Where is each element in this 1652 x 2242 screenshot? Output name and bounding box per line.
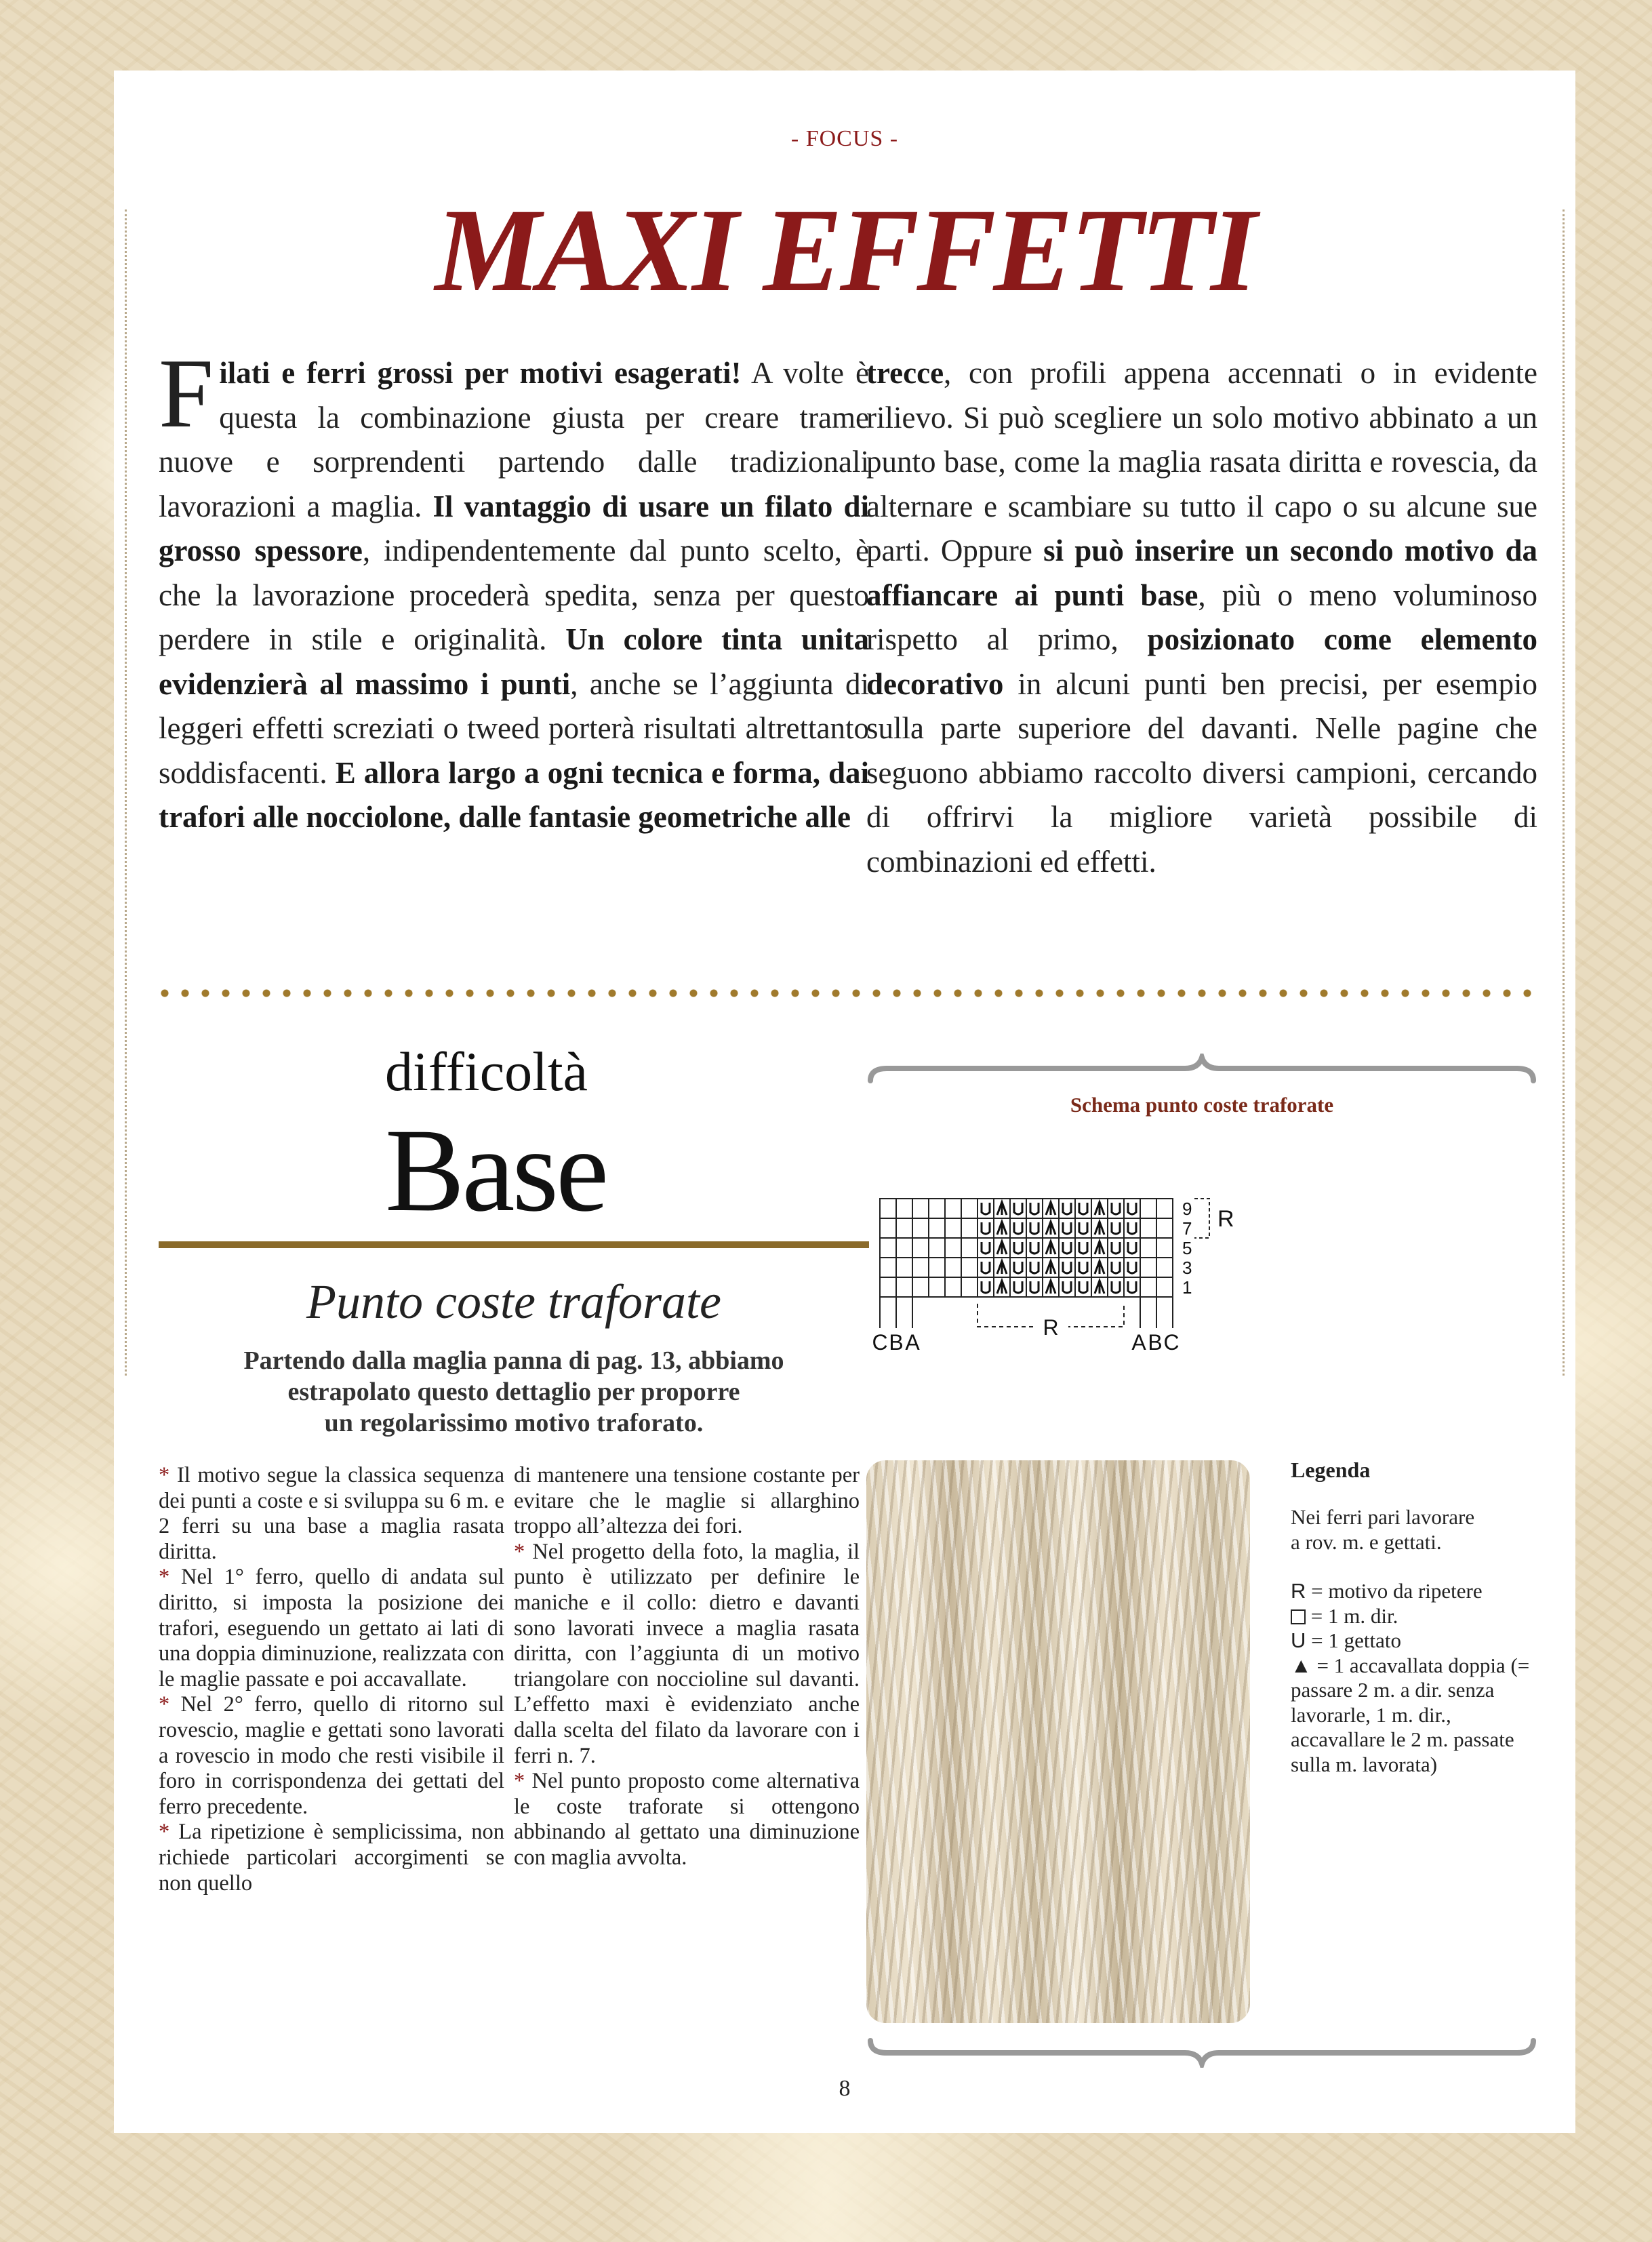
top-brace: [866, 1054, 1537, 1086]
dotted-separator: [155, 987, 1537, 999]
chart-cell: [1010, 1199, 1026, 1218]
chart-cell: [1026, 1199, 1043, 1218]
legend-item-knit: = 1 m. dir.: [1291, 1604, 1542, 1629]
chart-cell: [1156, 1277, 1173, 1297]
intro-column-1: [159, 338, 870, 840]
repeat-label: R: [1217, 1206, 1234, 1232]
chart-cell: [1026, 1258, 1043, 1277]
legend-item-yarnover: U = 1 gettato: [1291, 1628, 1401, 1652]
column-label: A: [1131, 1330, 1146, 1355]
chart-cell: [880, 1218, 896, 1238]
chart-cell: [945, 1238, 961, 1258]
chart-cell: [1026, 1238, 1043, 1258]
chart-cell: [1156, 1238, 1173, 1258]
chart-cell: [880, 1258, 896, 1277]
legend-note-line: Nei ferri pari lavorare: [1291, 1505, 1475, 1529]
chart-cell: [1108, 1218, 1124, 1238]
section-kicker: - FOCUS -: [790, 126, 899, 151]
chart-cell: [1124, 1277, 1140, 1297]
right-margin-rule: [1563, 209, 1565, 1376]
magazine-page: [114, 71, 1575, 2133]
chart-cell: [1156, 1218, 1173, 1238]
repeat-symbol: R: [1291, 1579, 1306, 1603]
bottom-brace: [866, 2035, 1537, 2068]
chart-cell: [1059, 1238, 1075, 1258]
chart-cell: [1059, 1277, 1075, 1297]
chart-cell: [1156, 1199, 1173, 1218]
legend-item-repeat: R = motivo da ripetere: [1291, 1579, 1483, 1603]
instructions-column-2: [514, 1463, 860, 1871]
stitch-chart: [866, 1182, 1537, 1457]
chart-cell: [1124, 1258, 1140, 1277]
chart-cell: [1059, 1258, 1075, 1277]
swatch-photo: [866, 1460, 1250, 2023]
chart-cell: [1140, 1199, 1156, 1218]
gold-divider: [159, 1241, 869, 1248]
chart-cell: [978, 1277, 994, 1297]
chart-cell: [1108, 1238, 1124, 1258]
chart-cell: [945, 1199, 961, 1218]
subtitle-line: estrapolato questo dettaglio per proporre: [287, 1378, 740, 1406]
chart-cell: [945, 1277, 961, 1297]
instructions-text-2: di mantenere una tensione costante per evitare che le maglie si allarghino troppo all’altezza dei fori. * Nel progetto della foto, la maglia, il punto è utilizzato per definire le maniche e il collo: dietro e davanti sono lavorati invece a maglia rasata diritta, con l’aggiunta di un motivo triangolare con noccioline sul davanti. L’effetto maxi è evidenziato anche dalla scelta del filato da lavorare con i ferri n. 7. * Nel punto proposto come alternativa le coste traforate si ottengono abbinando al gettato una diminuzione con maglia avvolta.: [514, 1463, 860, 1870]
chart-cell: [1026, 1277, 1043, 1297]
row-number: 1: [1182, 1277, 1192, 1298]
chart-cell: [961, 1277, 978, 1297]
column-label: B: [1148, 1330, 1163, 1355]
square-icon: [1291, 1609, 1306, 1624]
schema-title: Schema punto coste traforate: [1070, 1093, 1334, 1117]
chart-cell: [1010, 1258, 1026, 1277]
chart-cell: [880, 1199, 896, 1218]
difficulty-level: Base: [385, 1104, 607, 1237]
chart-cell: [1140, 1238, 1156, 1258]
drop-cap: F: [159, 338, 214, 448]
chart-cell: [1140, 1258, 1156, 1277]
chart-cell: [961, 1238, 978, 1258]
left-margin-rule: [125, 209, 127, 1376]
legend-item-decrease: ▲ = 1 accavallata doppia (= passare 2 m. a dir. senza lavorarle, 1 m. dir., accavallare le 2 m. passate sulla m. lavorata): [1291, 1653, 1530, 1776]
chart-cell: [978, 1258, 994, 1277]
chart-cell: [1124, 1238, 1140, 1258]
chart-cell: [1059, 1218, 1075, 1238]
chart-cell: [1124, 1218, 1140, 1238]
double-decrease-icon: ▲: [1291, 1653, 1312, 1677]
chart-cell: [978, 1199, 994, 1218]
instructions-column-1: [159, 1463, 504, 1896]
column-label: B: [889, 1330, 904, 1355]
chart-cell: [961, 1199, 978, 1218]
intro-column-2: [866, 351, 1537, 884]
legend-title: Legenda: [1291, 1458, 1371, 1482]
instructions-text-1: * Il motivo segue la classica sequenza dei punti a coste e si sviluppa su 6 m. e 2 ferri su una base a maglia rasata diritta. * Nel 1° ferro, quello di andata sul diritto, si imposta la posizione dei trafori, eseguendo un gettato ai lati di una doppia diminuzione, realizzata con le maglie passate e poi accavallate. * Nel 2° ferro, quello di ritorno sul rovescio, maglie e gettati sono lavorati a rovescio in modo che resti visibile il foro in corrispondenza dei gettati del ferro precedente. * La ripetizione è semplicissima, non richiede particolari accorgimenti se non quello: [159, 1463, 504, 1896]
chart-svg: [866, 1182, 1537, 1454]
column-label: C: [1163, 1330, 1180, 1355]
chart-cell: [912, 1218, 929, 1238]
chart-cell: [945, 1218, 961, 1238]
intro-text-1: ilati e ferri grossi per motivi esagerati! A volte è questa la combinazione giusta per creare trame nuove e sorprendenti partendo dalle tradizionali lavorazioni a maglia. Il vantaggio di usare un filato di grosso spessore, indipendentemente dal punto scelto, è che la lavorazione procederà spedita, senza per questo perdere in stile e originalità. Un colore tinta unita evidenzierà al massimo i punti, anche se l’aggiunta di leggeri effetti screziati o tweed porterà risultati altrettanto soddisfacenti. E allora largo a ogni tecnica e forma, dai trafori alle nocciolone, dalle fantasie geometriche alle: [159, 356, 870, 834]
chart-cell: [929, 1258, 945, 1277]
chart-cell: [1010, 1238, 1026, 1258]
chart-cell: [961, 1258, 978, 1277]
chart-cell: [929, 1277, 945, 1297]
chart-cell: [880, 1238, 896, 1258]
chart-cell: [1108, 1258, 1124, 1277]
chart-cell: [896, 1238, 912, 1258]
legend-note-line: a rov. m. e gettati.: [1291, 1529, 1442, 1554]
chart-cell: [1075, 1238, 1091, 1258]
chart-cell: [1124, 1199, 1140, 1218]
chart-cell: [1010, 1277, 1026, 1297]
stitch-title: Punto coste traforate: [306, 1275, 721, 1329]
page-title: MAXI EFFETTI: [435, 184, 1255, 317]
subtitle-line: Partendo dalla maglia panna di pag. 13, abbiamo: [243, 1346, 784, 1375]
chart-cell: [929, 1238, 945, 1258]
chart-cell: [896, 1199, 912, 1218]
chart-cell: [929, 1199, 945, 1218]
yarnover-symbol: U: [1291, 1628, 1306, 1652]
chart-cell: [880, 1277, 896, 1297]
chart-cell: [896, 1277, 912, 1297]
chart-cell: [929, 1218, 945, 1238]
chart-cell: [912, 1277, 929, 1297]
chart-cell: [1075, 1277, 1091, 1297]
chart-cell: [1140, 1218, 1156, 1238]
repeat-label: R: [1043, 1315, 1059, 1340]
difficulty-label: difficoltà: [385, 1041, 588, 1102]
repeat-bracket: [1194, 1199, 1209, 1238]
column-label: C: [872, 1330, 888, 1355]
chart-cell: [1075, 1258, 1091, 1277]
chart-cell: [945, 1258, 961, 1277]
row-number: 5: [1182, 1238, 1192, 1258]
row-number: 9: [1182, 1199, 1192, 1219]
chart-cell: [896, 1218, 912, 1238]
chart-cell: [1156, 1258, 1173, 1277]
stitch-subtitle: [159, 1345, 869, 1439]
chart-cell: [1075, 1199, 1091, 1218]
row-number: 7: [1182, 1218, 1192, 1239]
chart-cell: [912, 1199, 929, 1218]
legend: [1291, 1505, 1542, 1777]
chart-cell: [978, 1238, 994, 1258]
chart-cell: [1108, 1277, 1124, 1297]
chart-cell: [896, 1258, 912, 1277]
column-label: A: [905, 1330, 920, 1355]
chart-cell: [1026, 1218, 1043, 1238]
chart-cell: [978, 1218, 994, 1238]
chart-cell: [1140, 1277, 1156, 1297]
chart-cell: [1059, 1199, 1075, 1218]
chart-cell: [912, 1238, 929, 1258]
intro-text-2: trecce, con profili appena accennati o in evidente rilievo. Si può scegliere un solo motivo abbinato a un punto base, come la maglia rasata diritta e rovescia, da alternare e scambiare su tutto il capo o su alcune sue parti. Oppure si può inserire un secondo motivo da affiancare ai punti base, più o meno voluminoso rispetto al primo, posizionato come elemento decorativo in alcuni punti ben precisi, per esempio sulla parte superiore del davanti. Nelle pagine che seguono abbiamo raccolto diversi campioni, cercando di offrirvi la migliore varietà possibile di combinazioni ed effetti.: [866, 356, 1537, 879]
subtitle-line: un regolarissimo motivo traforato.: [324, 1409, 704, 1437]
chart-cell: [1010, 1218, 1026, 1238]
page-number: 8: [839, 2076, 851, 2101]
row-number: 3: [1182, 1258, 1192, 1278]
chart-cell: [1075, 1218, 1091, 1238]
chart-cell: [961, 1218, 978, 1238]
chart-cell: [1108, 1199, 1124, 1218]
chart-cell: [912, 1258, 929, 1277]
